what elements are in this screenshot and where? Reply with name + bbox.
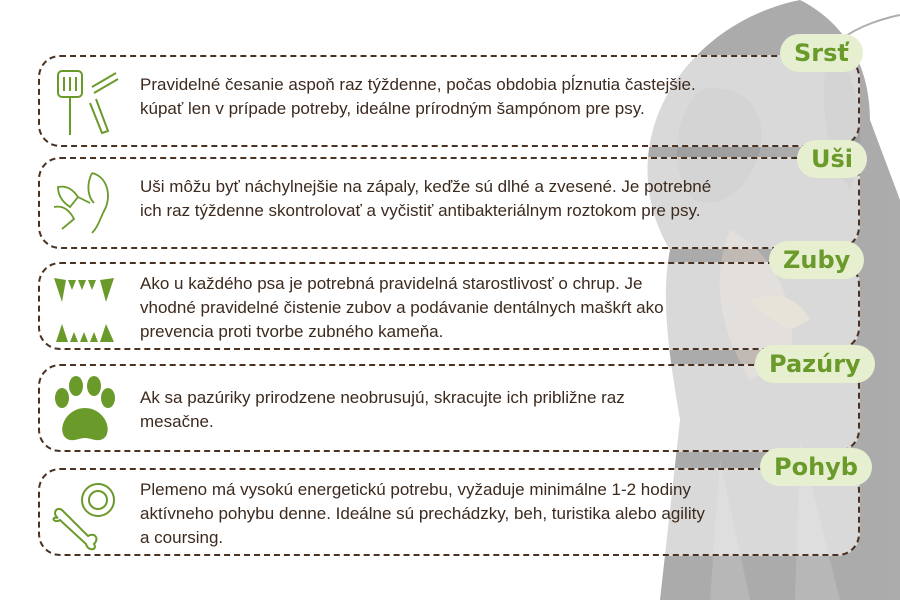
tag-usi: Uši — [797, 140, 867, 178]
card-text-zuby — [140, 272, 810, 344]
ear-cleaning-icon — [48, 167, 122, 241]
ball-and-bone-icon — [48, 478, 122, 552]
card-pazury — [38, 364, 860, 452]
card-srst — [38, 55, 860, 147]
card-text-usi — [140, 175, 810, 223]
paw-icon — [48, 374, 122, 448]
card-line: ich raz týždenne skontrolovať a vyčistiť antibakteriálnym roztokom pre psy. — [140, 201, 701, 220]
tag-zuby: Zuby — [769, 241, 864, 279]
card-text-srst — [140, 73, 810, 121]
card-pohyb — [38, 468, 860, 556]
card-line: mesačne. — [140, 412, 214, 431]
grooming-brush-comb-icon — [48, 65, 122, 139]
card-zuby — [38, 262, 860, 350]
card-line: Uši môžu byť náchylnejšie na zápaly, keďže sú dlhé a zvesené. Je potrebné — [140, 177, 712, 196]
card-text-pohyb — [140, 478, 810, 550]
card-line: prevencia proti tvorbe zubného kameňa. — [140, 322, 444, 341]
card-usi — [38, 157, 860, 249]
card-line: Pravidelné česanie aspoň raz týždenne, počas obdobia pĺznutia častejšie. — [140, 75, 696, 94]
card-line: a coursing. — [140, 528, 224, 547]
card-line: aktívneho pohybu denne. Ideálne sú prechádzky, beh, turistika alebo agility — [140, 504, 705, 523]
card-line: Ako u každého psa je potrebná pravidelná starostlivosť o chrup. Je — [140, 274, 643, 293]
tag-srst: Srsť — [780, 34, 863, 72]
tag-pohyb: Pohyb — [760, 448, 872, 486]
card-line: kúpať len v prípade potreby, ideálne prírodným šampónom pre psy. — [140, 99, 645, 118]
card-line: Ak sa pazúriky prirodzene neobrusujú, skracujte ich približne raz — [140, 388, 625, 407]
tag-pazury: Pazúry — [755, 345, 875, 383]
card-line: vhodné pravidelné čistenie zubov a podávanie dentálnych maškŕt ako — [140, 298, 664, 317]
dog-teeth-icon — [48, 272, 122, 346]
card-text-pazury — [140, 386, 810, 434]
card-line: Plemeno má vysokú energetickú potrebu, vyžaduje minimálne 1-2 hodiny — [140, 480, 691, 499]
